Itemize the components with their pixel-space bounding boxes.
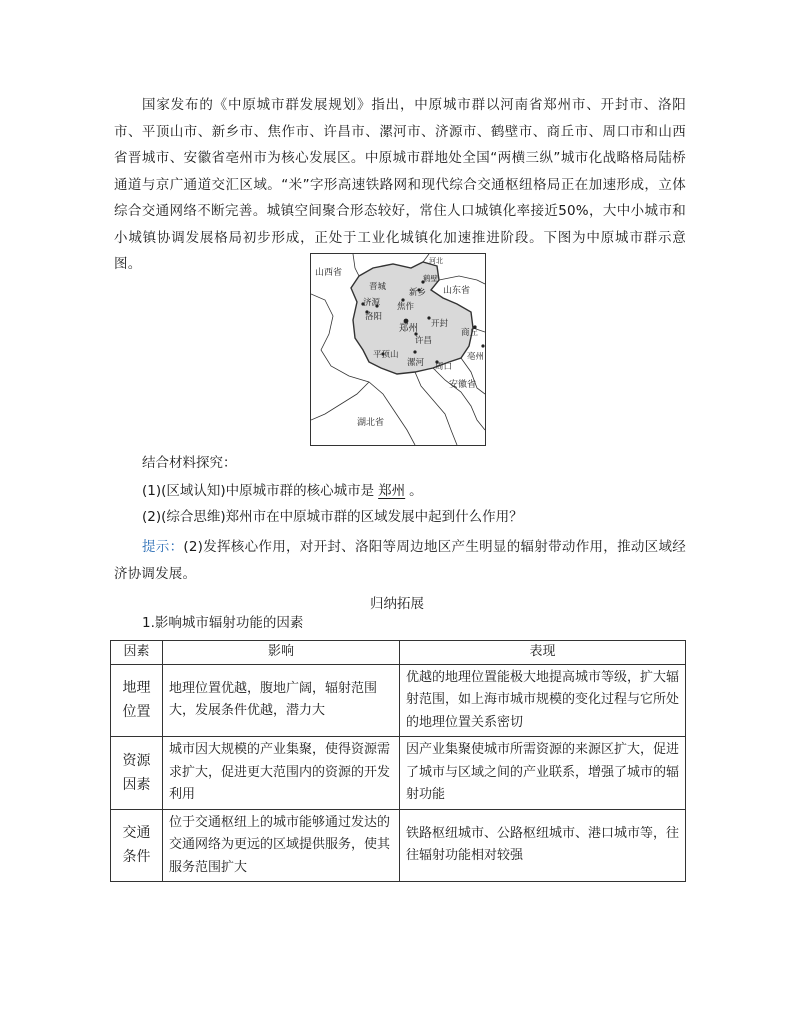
table-header-row [111,641,686,665]
cell-manifestation: 因产业集聚使城市所需资源的来源区扩大，促进了城市与区域之间的产业联系，增强了城市的辐射功能 [400,737,686,810]
label-hubei: 湖北省 [357,418,385,428]
question-2: (2)(综合思维)郑州市在中原城市群的区域发展中起到什么作用？ [142,509,523,525]
label-luohe: 漯河 [407,358,425,368]
subsection-title: 1.影响城市辐射功能的因素 [142,615,304,631]
intro-paragraph: 国家发布的《中原城市群发展规划》指出，中原城市群以河南省郑州市、开封市、洛阳市、平顶山市、新乡市、焦作市、许昌市、漯河市、济源市、鹤壁市、商丘市、周口市和山西省晋城市、安徽省亳州市为核心发展区。中原城市群地处全国“两横三纵”城市化战略格局陆桥通道与京广通道交汇区域。“米”字形高速铁路网和现代综合交通枢纽格局正在加速形成，立体综合交通网络不断完善。城镇空间聚合形态较好，常住人口城镇化率接近50%，大中小城市和小城镇协调发展格局初步形成，正处于工业化城镇化加速推进阶段。下图为中原城市群示意图。 [114,97,686,272]
hint-label: 提示： [142,539,184,555]
question-1 [142,481,423,501]
label-zhoukou: 周口 [435,362,453,372]
label-anhui: 安徽省 [449,380,477,390]
label-bozhou: 亳州 [467,352,485,362]
cell-factor: 交通条件 [111,809,163,882]
label-kaifeng: 开封 [431,319,449,329]
section-title: 归纳拓展 [370,596,424,612]
cell-manifestation: 铁路枢纽城市、公路枢纽城市、港口城市等，往往辐射功能相对较强 [400,809,686,882]
label-luoyang: 洛阳 [365,312,383,322]
hint-paragraph [114,534,686,588]
radiation-factors-table [110,640,686,882]
label-xuchang: 许昌 [415,336,433,346]
table-row [111,737,686,810]
label-xinxiang: 新乡 [409,288,427,298]
question-1-suffix: 。 [409,483,423,499]
label-jiaozuo: 焦作 [397,302,415,312]
cell-factor: 地理位置 [111,664,163,737]
cell-manifestation: 优越的地理位置能极大地提高城市等级，扩大辐射范围，如上海市城市规模的变化过程与它所处的地理位置关系密切 [400,664,686,737]
cell-influence: 位于交通枢纽上的城市能够通过发达的交通网络为更远的区域提供服务，使其服务范围扩大 [163,809,400,882]
label-pingdingshan: 平顶山 [373,350,399,360]
label-hebi: 鹤壁 [423,274,438,283]
cell-factor: 资源因素 [111,737,163,810]
label-jiyuan: 济源 [363,298,381,308]
cell-influence: 地理位置优越，腹地广阔，辐射范围大，发展条件优越，潜力大 [163,664,400,737]
header-influence: 影响 [163,641,400,665]
table-row [111,664,686,737]
label-shanxi: 山西省 [315,268,343,278]
header-manifestation: 表现 [400,641,686,665]
hint-text: (2)发挥核心作用，对开封、洛阳等周边地区产生明显的辐射带动作用，推动区域经济协调发展。 [114,539,686,582]
question-1-prefix: (1)(区域认知)中原城市群的核心城市是 [142,483,375,499]
central-plains-city-cluster-map [310,253,486,446]
cell-influence: 城市因大规模的产业集聚，使得资源需求扩大，促进更大范围内的资源的开发利用 [163,737,400,810]
question-1-answer: 郑州 [378,483,406,499]
label-jincheng: 晋城 [369,282,387,292]
label-shangqiu: 商丘 [461,328,479,338]
questions-intro: 结合材料探究： [142,455,237,471]
label-shandong: 山东省 [443,286,471,296]
table-row [111,809,686,882]
label-zhengzhou: 郑州 [399,323,419,334]
label-hebei: 河北 [429,257,443,265]
header-factor: 因素 [111,641,163,665]
